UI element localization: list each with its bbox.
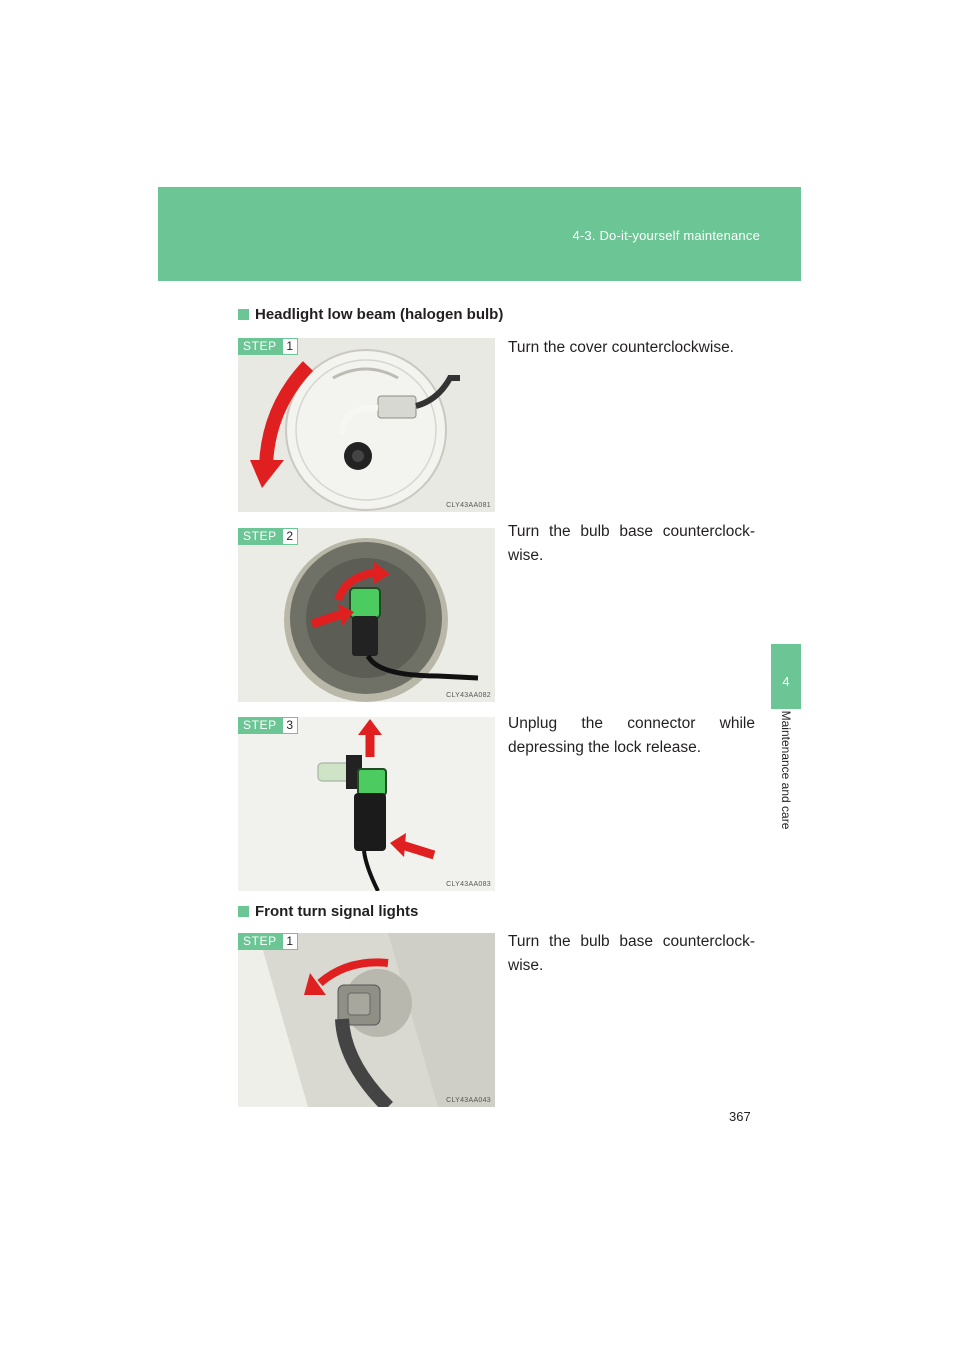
step-2-illustration: STEP 2 CLY43AA082: [238, 528, 495, 702]
page-number: 367: [729, 1109, 751, 1124]
step-2-text: Turn the bulb base counterclock-wise.: [508, 523, 755, 564]
section-heading-headlight: Headlight low beam (halogen bulb): [238, 306, 503, 323]
header-band: [158, 187, 801, 281]
step-tag: STEP 1: [238, 933, 298, 950]
step-3-illustration: STEP 3 CLY43AA083: [238, 717, 495, 891]
headlight-cover-illustration: [238, 338, 495, 512]
turn-signal-step-1-illustration: STEP 1 CLY43AA043: [238, 933, 495, 1107]
step-tag: STEP 1: [238, 338, 298, 355]
chapter-tab: [771, 644, 801, 709]
bullet-square-icon: [238, 309, 249, 320]
bulb-base-illustration: [238, 528, 495, 702]
step-tag: STEP 2: [238, 528, 298, 545]
turn-signal-step-1-text: Turn the bulb base counterclock-wise.: [508, 933, 755, 974]
chapter-number: 4: [782, 674, 790, 689]
step-3-text: Unplug the connector while depressing the lock release.: [508, 715, 755, 756]
connector-unplug-illustration: [238, 717, 495, 891]
turn-signal-bulb-illustration: [238, 933, 495, 1107]
step-1-illustration: STEP 1 CLY43AA081: [238, 338, 495, 512]
step-tag: STEP 3: [238, 717, 298, 734]
chapter-label: Maintenance and care: [779, 710, 793, 830]
step-1-text: Turn the cover counterclockwise.: [508, 339, 734, 356]
bullet-square-icon: [238, 906, 249, 917]
section-heading-turn-signal: Front turn signal lights: [238, 903, 418, 920]
section-title: 4-3. Do-it-yourself maintenance: [572, 228, 760, 243]
